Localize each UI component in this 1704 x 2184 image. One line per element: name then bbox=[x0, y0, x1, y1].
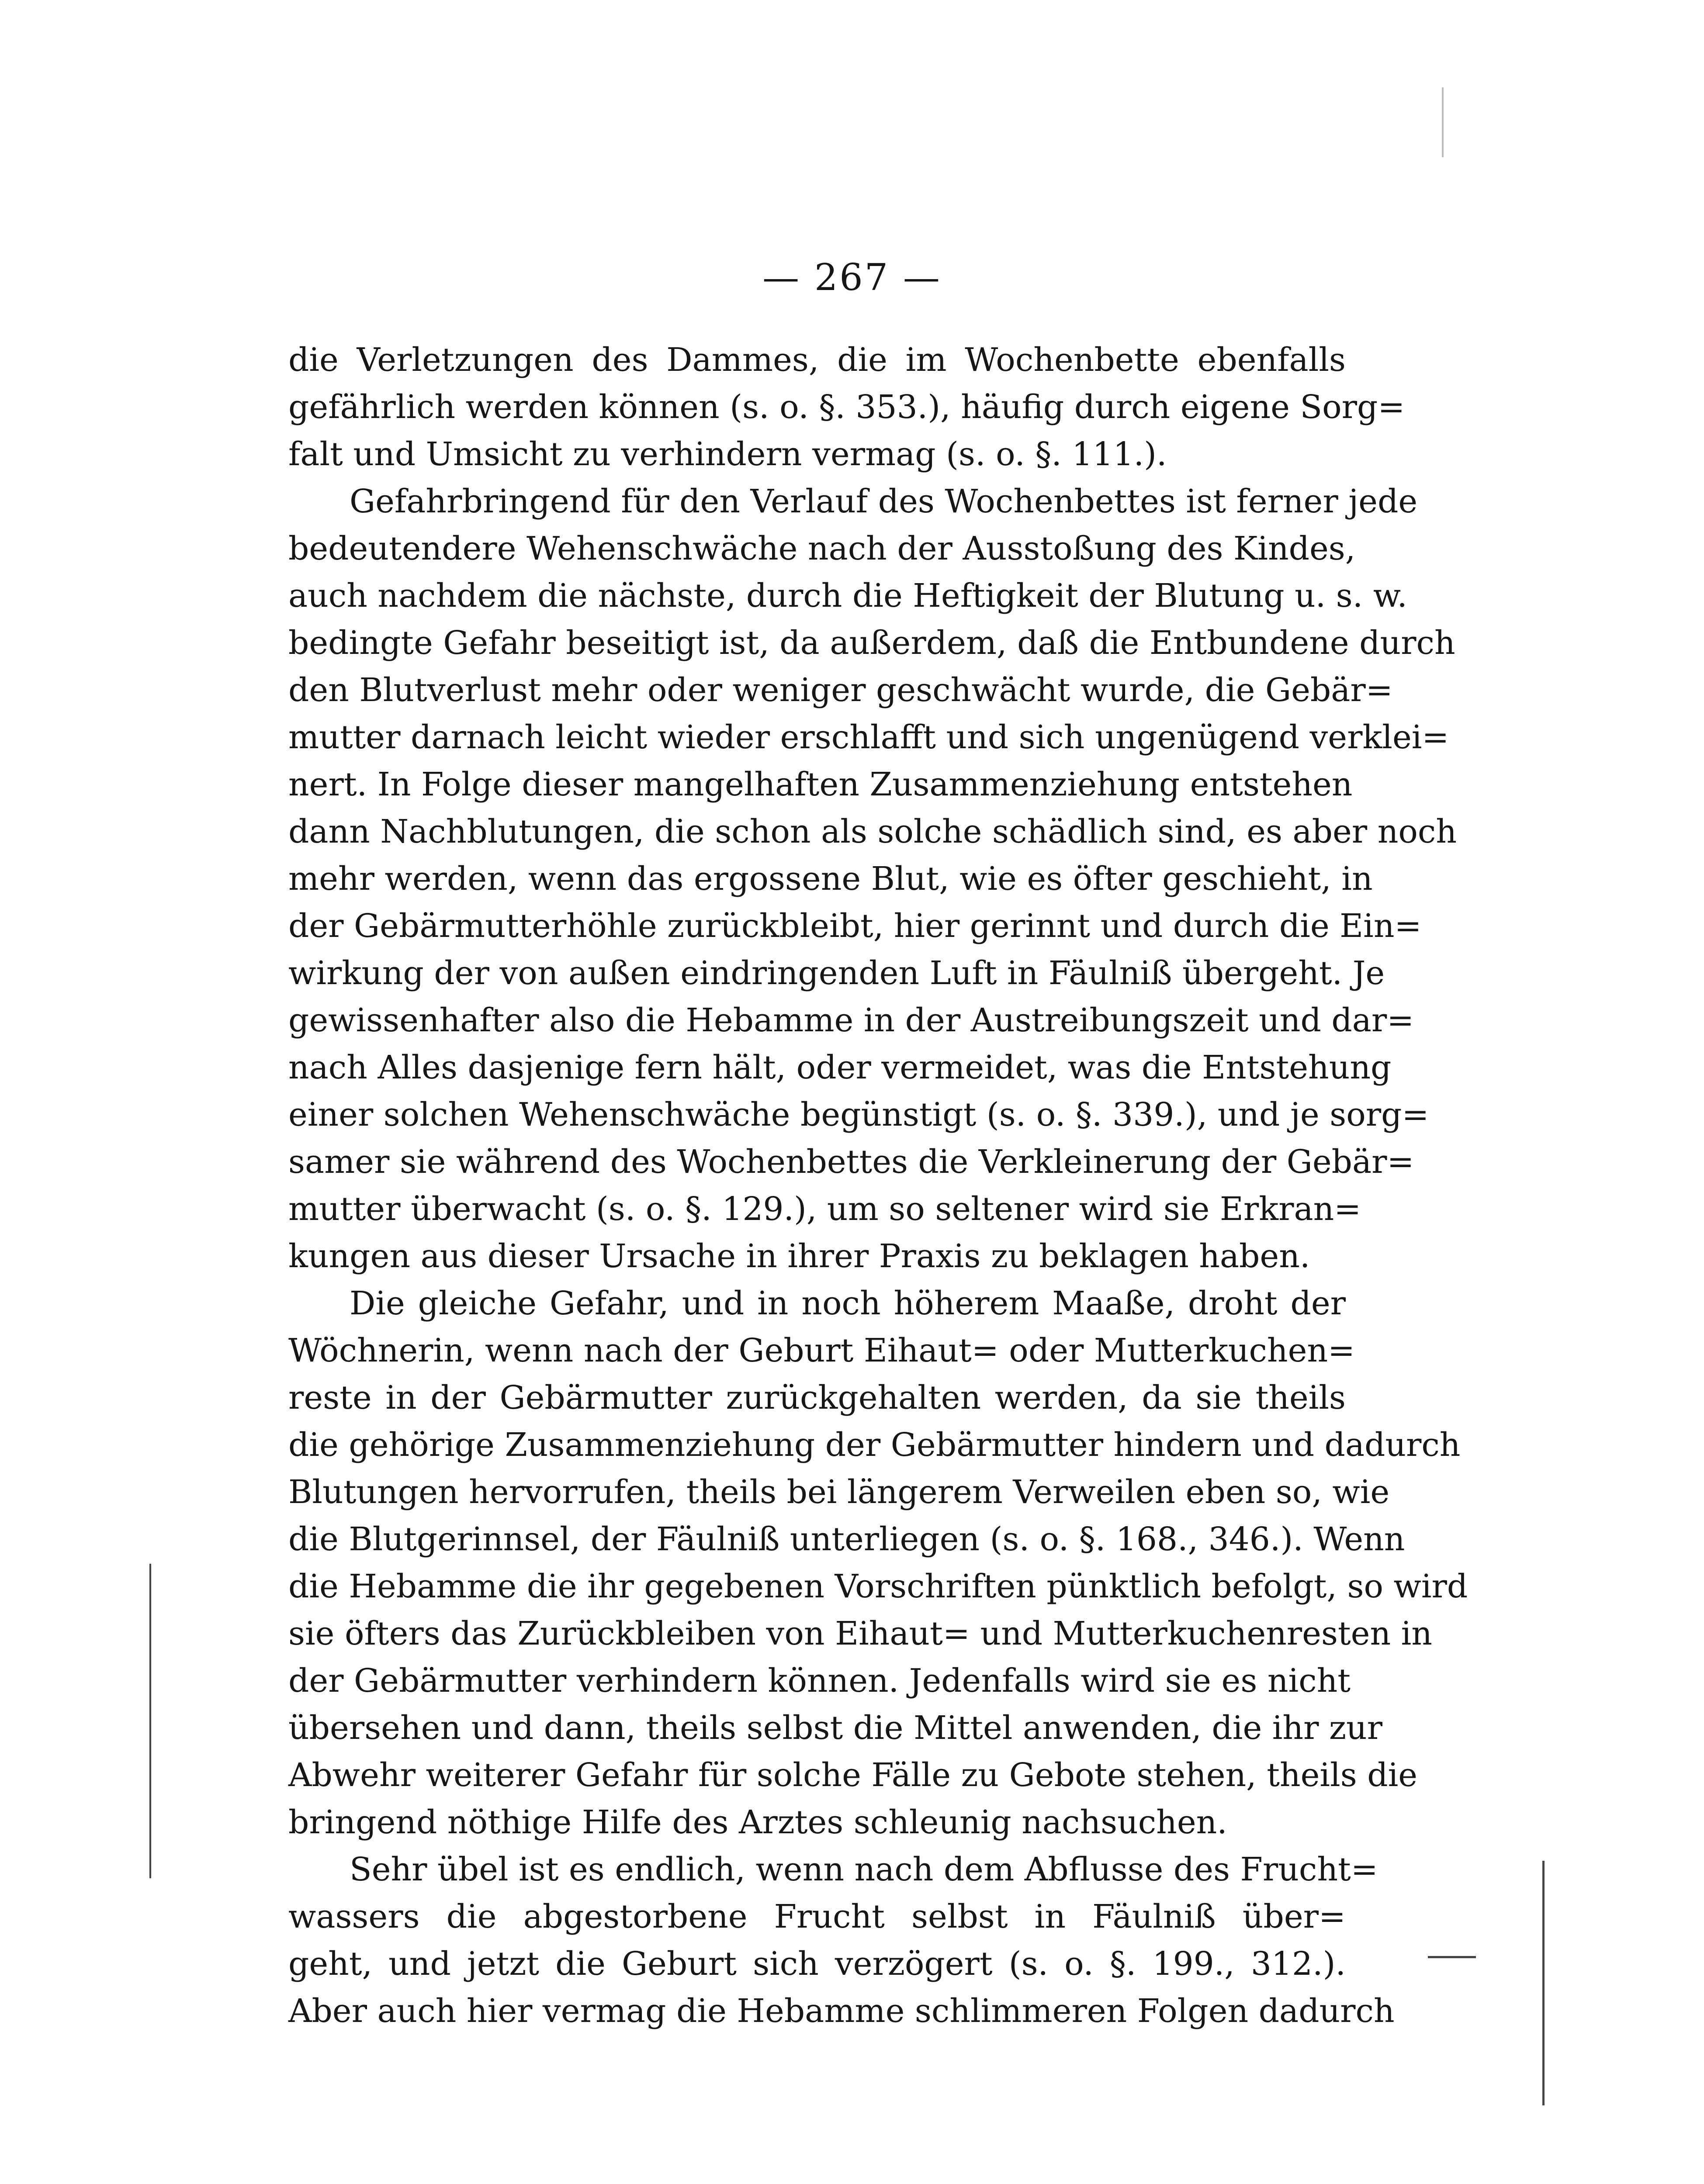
text-line: dann Nachblutungen, die schon als solche schädlich sind, es aber noch bbox=[288, 813, 1457, 850]
text-line: wassers die abgestorbene Frucht selbst in Fäulniß über= bbox=[288, 1898, 1346, 1935]
text-line: Gefahrbringend für den Verlauf des Wochenbettes ist ferner jede bbox=[350, 483, 1418, 520]
text-line: Aber auch hier vermag die Hebamme schlimmeren Folgen dadurch bbox=[288, 1992, 1395, 2030]
text-line: geht, und jetzt die Geburt sich verzögert (s. o. §. 199., 312.). bbox=[288, 1945, 1346, 1983]
text-line: den Blutverlust mehr oder weniger geschwächt wurde, die Gebär= bbox=[288, 671, 1393, 709]
text-line: die Blutgerinnsel, der Fäulniß unterliegen (s. o. §. 168., 346.). Wenn bbox=[288, 1521, 1405, 1558]
text-line: nert. In Folge dieser mangelhaften Zusammenziehung entstehen bbox=[288, 766, 1353, 803]
text-line: die Verletzungen des Dammes, die im Wochenbette ebenfalls bbox=[288, 341, 1346, 379]
text-line: Wöchnerin, wenn nach der Geburt Eihaut= oder Mutterkuchen= bbox=[288, 1332, 1355, 1369]
scan-artifact-line bbox=[1542, 1861, 1545, 2105]
paragraph bbox=[288, 1846, 1395, 2035]
text-line: samer sie während des Wochenbettes die Verkleinerung der Gebär= bbox=[288, 1143, 1414, 1181]
text-line: gewissenhafter also die Hebamme in der Austreibungszeit und dar= bbox=[288, 1002, 1414, 1039]
page-number: — 267 — bbox=[762, 256, 942, 299]
text-line: der Gebärmutterhöhle zurückbleibt, hier gerinnt und durch die Ein= bbox=[288, 907, 1422, 945]
scan-artifact-line bbox=[1428, 1956, 1476, 1958]
text-line: kungen aus dieser Ursache in ihrer Praxis zu beklagen haben. bbox=[288, 1237, 1310, 1275]
text-line: mehr werden, wenn das ergossene Blut, wie es öfter geschieht, in bbox=[288, 860, 1373, 898]
text-line: Sehr übel ist es endlich, wenn nach dem Abflusse des Frucht= bbox=[350, 1851, 1378, 1888]
text-line: mutter darnach leicht wieder erschlafft und sich ungenügend verklei= bbox=[288, 719, 1449, 756]
body-text bbox=[288, 336, 1468, 2035]
text-line: Die gleiche Gefahr, und in noch höherem Maaße, droht der bbox=[350, 1285, 1346, 1322]
text-line: nach Alles dasjenige fern hält, oder vermeidet, was die Entstehung bbox=[288, 1049, 1392, 1086]
text-line: sie öfters das Zurückbleiben von Eihaut= und Mutterkuchenresten in bbox=[288, 1615, 1432, 1652]
paragraph bbox=[288, 336, 1405, 478]
text-line: Abwehr weiterer Gefahr für solche Fälle zu Gebote stehen, theils die bbox=[288, 1756, 1418, 1794]
text-line: die Hebamme die ihr gegebenen Vorschriften pünktlich befolgt, so wird bbox=[288, 1568, 1468, 1605]
text-line: gefährlich werden können (s. o. §. 353.), häufig durch eigene Sorg= bbox=[288, 388, 1405, 426]
text-line: bedingte Gefahr beseitigt ist, da außerdem, daß die Entbundene durch bbox=[288, 624, 1455, 662]
scan-artifact-line bbox=[149, 1564, 151, 1878]
text-line: bedeutendere Wehenschwäche nach der Ausstoßung des Kindes, bbox=[288, 530, 1356, 567]
paragraph bbox=[288, 478, 1457, 1280]
text-line: bringend nöthige Hilfe des Arztes schleunig nachsuchen. bbox=[288, 1804, 1227, 1841]
text-line: falt und Umsicht zu verhindern vermag (s. o. §. 111.). bbox=[288, 435, 1167, 473]
text-line: die gehörige Zusammenziehung der Gebärmutter hindern und dadurch bbox=[288, 1426, 1461, 1464]
text-line: wirkung der von außen eindringenden Luft in Fäulniß übergeht. Je bbox=[288, 954, 1385, 992]
text-line: Blutungen hervorrufen, theils bei längerem Verweilen eben so, wie bbox=[288, 1473, 1390, 1511]
paragraph bbox=[288, 1280, 1468, 1846]
text-line: reste in der Gebärmutter zurückgehalten werden, da sie theils bbox=[288, 1379, 1346, 1417]
text-line: auch nachdem die nächste, durch die Heftigkeit der Blutung u. s. w. bbox=[288, 577, 1407, 615]
text-line: übersehen und dann, theils selbst die Mittel anwenden, die ihr zur bbox=[288, 1709, 1383, 1747]
text-line: einer solchen Wehenschwäche begünstigt (s. o. §. 339.), und je sorg= bbox=[288, 1096, 1429, 1133]
text-line: der Gebärmutter verhindern können. Jedenfalls wird sie es nicht bbox=[288, 1662, 1351, 1700]
scan-artifact-line bbox=[1442, 87, 1444, 157]
text-line: mutter überwacht (s. o. §. 129.), um so seltener wird sie Erkran= bbox=[288, 1190, 1361, 1228]
